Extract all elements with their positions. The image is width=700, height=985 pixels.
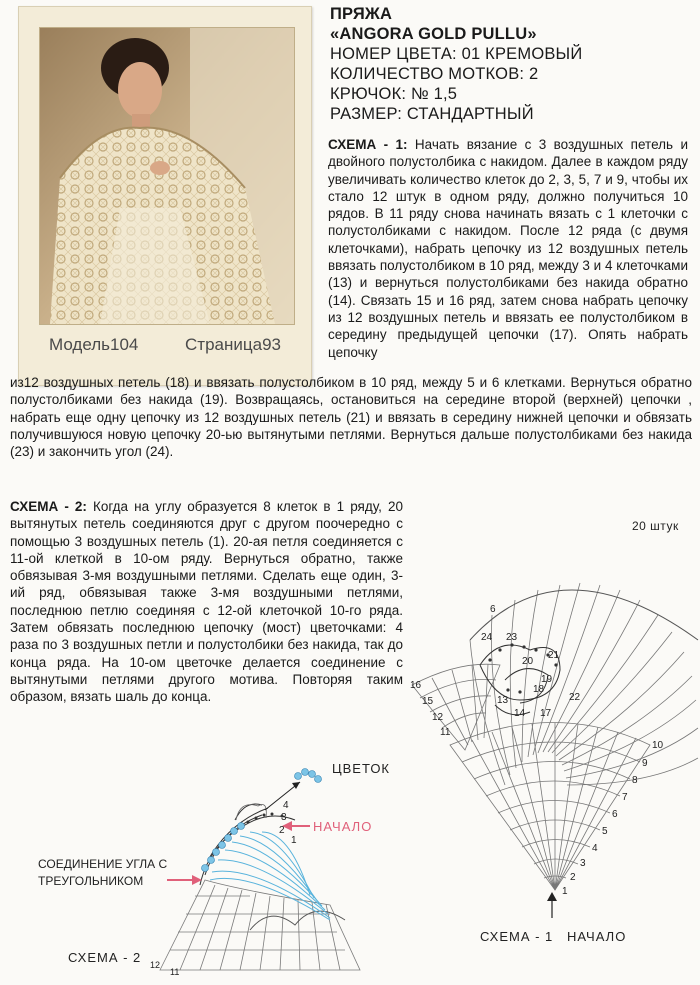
scheme1-diagram xyxy=(410,519,698,944)
yarn-heading: ПРЯЖА xyxy=(330,5,393,23)
scheme2-fan-loops xyxy=(210,832,330,920)
scheme1-num-14: 14 xyxy=(514,708,526,719)
corner-label-line2: ТРЕУГОЛЬНИКОМ xyxy=(38,874,144,888)
page-number-label: Страница93 xyxy=(185,335,281,354)
scheme2-diagram xyxy=(38,761,390,977)
scheme1-start-label: НАЧАЛО xyxy=(567,929,627,944)
scheme2-start-label: НАЧАЛО xyxy=(313,819,373,834)
scheme1-num-5: 5 xyxy=(602,826,608,837)
scheme1-outer-arc xyxy=(470,590,698,640)
scheme1-num-1: 1 xyxy=(562,886,568,897)
scheme1-num-12: 12 xyxy=(432,712,444,723)
scheme1-num-19-a: 19 xyxy=(541,674,553,685)
scheme2-corner-arrow xyxy=(167,875,202,885)
scheme1-num-24: 24 xyxy=(481,632,493,643)
scheme1-body-1: Начать вязание с 3 воздушных петель и двойного полустолбика с накидом. Далее в каждом ряду увеличивать количество клеток до 2, 3, 5, 7 и 9, чтобы их стало 12 штук в одном ряду, должно получиться 10 рядов. В 11 ряду снова начинать вязать с 1 клеточки с полустолбиками с накидом. После 12 ряда (с двумя клеточками), набрать цепочку из 12 воздушных петель ввязать полустолбиком в 10 ряд, между 3 и 4 клеточками (13) и вернуться полустолбиками без накида обратно (14). Связать 15 и 16 ряд, затем снова набрать цепочку из 12 воздушных петель и ввязать ее полустолбиком в середину предыдущей цепочки (17). Опять набрать цепочку xyxy=(328,137,689,360)
scheme1-num-15: 15 xyxy=(422,696,434,707)
scheme2-heading: СХЕМА - 2: xyxy=(10,499,87,514)
scheme1-num-10: 10 xyxy=(652,740,664,751)
scheme1-num-8: 8 xyxy=(632,775,638,786)
yarn-skeins: КОЛИЧЕСТВО МОТКОВ: 2 xyxy=(330,65,539,83)
scheme1-num-11: 11 xyxy=(440,727,451,738)
scheme1-num-6-top: 6 xyxy=(490,604,496,615)
yarn-hook: КРЮЧОК: № 1,5 xyxy=(330,85,458,103)
yarn-brand: «ANGORA GOLD PULLU» xyxy=(330,25,537,43)
twenty-pieces-label: 20 штук xyxy=(632,519,679,533)
scheme1-num-20: 20 xyxy=(522,656,534,667)
scheme1-num-9: 9 xyxy=(642,758,648,769)
scheme1-left-grid xyxy=(412,664,500,750)
scheme1-body-2: из12 воздушных петель (18) и ввязать полустолбиком в 10 ряд, между 5 и 6 клетками. Вернуться обратно полустолбиками без накида (19). Возвращаясь, остановиться на середине второй (верхней) цепочки , набрать еще одну цепочку из 12 воздушных петель (21) и ввязать в середину нижней цепочки и обвязать получившуюся новую цепочку 20-ью вытянутыми петлями. Вернуться дальше полустолбиками без накида (23) и закончить угол (24). xyxy=(10,375,692,460)
scheme2-num-1: 1 xyxy=(291,835,297,846)
scheme1-triangle-grid xyxy=(450,723,650,891)
yarn-color: НОМЕР ЦВЕТА: 01 КРЕМОВЫЙ xyxy=(330,45,583,63)
scheme1-num-7: 7 xyxy=(622,792,628,803)
scheme1-start-arrow xyxy=(547,892,557,918)
scheme2-num-11: 11 xyxy=(170,967,180,977)
scheme1-num-13: 13 xyxy=(497,695,509,706)
scheme1-title: СХЕМА - 1 xyxy=(480,929,554,944)
corner-label-line1: СОЕДИНЕНИЕ УГЛА С xyxy=(38,857,168,871)
scheme1-num-21: 21 xyxy=(548,650,560,661)
scheme2-title: СХЕМА - 2 xyxy=(68,950,142,965)
scheme2-num-3: 3 xyxy=(281,812,287,823)
scheme1-num-2: 2 xyxy=(570,872,576,883)
scheme1-num-22: 22 xyxy=(569,692,581,703)
model-number-label: Модель104 xyxy=(49,335,139,354)
scheme2-body: Когда на углу образуется 8 клеток в 1 ряду, 20 вытянутых петель соединяются друг с другом поочередно с помощью 3 воздушных петель (1). 20-ая петля соединяется с 11-ой клеткой в 10-ом ряду. Вернуться обратно, также обвязывая 3-мя воздушными петлями. Сделать еще один, 3-ий ряд, обвязывая также 3-мя воздушными петлями, последнюю петлю соединяя с 12-ой клеточкой 10-го ряда. Затем обвязать последнюю цепочку (мост) цветочками: 4 раза по 3 воздушных петли и полустолбики без накида, так до конца ряда. На 10-ом цветочке делается соединение с вытянутыми петлями другого мотива. Повторяя таким образом, вязать шаль до конца. xyxy=(10,499,403,705)
scheme1-num-6: 6 xyxy=(612,809,618,820)
scheme1-num-23: 23 xyxy=(506,632,518,643)
scheme2-num-12: 12 xyxy=(150,960,161,970)
scheme1-heading: СХЕМА - 1: xyxy=(328,137,408,152)
scheme1-num-18: 18 xyxy=(533,684,545,695)
scheme2-num-4: 4 xyxy=(283,800,289,811)
scheme2-num-2: 2 xyxy=(279,825,285,836)
scheme2-flowers xyxy=(202,769,322,872)
flower-label: ЦВЕТОК xyxy=(332,761,390,776)
scheme2-grid xyxy=(160,880,360,970)
scheme1-num-3: 3 xyxy=(580,858,586,869)
scheme1-num-16: 16 xyxy=(410,680,422,691)
scheme1-num-4: 4 xyxy=(592,843,598,854)
scheme1-fan-loops xyxy=(470,583,698,785)
scheme1-num-17: 17 xyxy=(540,708,552,719)
yarn-size: РАЗМЕР: СТАНДАРТНЫЙ xyxy=(330,105,534,123)
